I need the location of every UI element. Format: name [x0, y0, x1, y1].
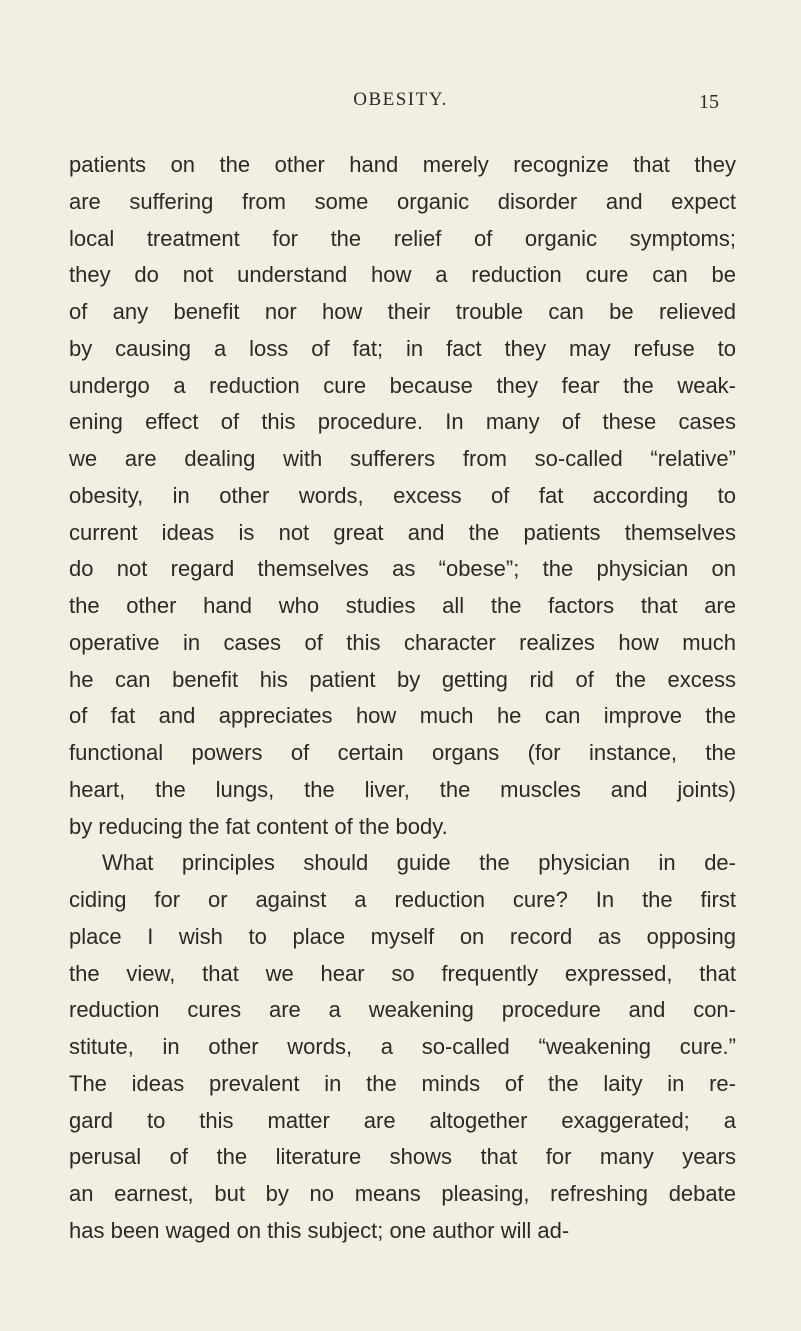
text-line: ciding for or against a reduction cure? In the first [69, 887, 736, 912]
text-line: undergo a reduction cure because they fear the weak- [69, 372, 736, 398]
text-line: an earnest, but by no means pleasing, refreshing debate [69, 1181, 736, 1206]
text-line: operative in cases of this character realizes how much [69, 629, 736, 655]
text-line: patients on the other hand merely recognize that they [69, 152, 736, 177]
text-line: current ideas is not great and the patients themselves [69, 519, 736, 545]
text-line: heart, the lungs, the liver, the muscles and joints) [69, 776, 736, 802]
text-line: stitute, in other words, a so-called “weakening cure.” [69, 1034, 736, 1059]
paragraph [69, 147, 736, 845]
paragraph [69, 845, 736, 1249]
body-text [69, 147, 736, 1250]
text-line: of any benefit nor how their trouble can be relieved [69, 299, 736, 324]
text-line: gard to this matter are altogether exaggerated; a [69, 1107, 736, 1133]
text-line: do not regard themselves as “obese”; the physician on [69, 556, 736, 582]
text-line: functional powers of certain organs (for instance, the [69, 740, 736, 765]
running-head: OBESITY. [353, 89, 448, 110]
page-header [0, 88, 801, 116]
text-line: they do not understand how a reduction cure can be [69, 262, 736, 288]
text-line: by causing a loss of fat; in fact they may refuse to [69, 335, 736, 361]
text-line: reduction cures are a weakening procedure and con- [69, 997, 736, 1023]
page-number: 15 [699, 91, 719, 113]
text-line: local treatment for the relief of organic symptoms; [69, 225, 736, 251]
text-line: What principles should guide the physician in de- [102, 850, 736, 876]
text-line: perusal of the literature shows that for many years [69, 1144, 736, 1170]
text-line: The ideas prevalent in the minds of the laity in re- [69, 1070, 736, 1096]
text-line: by reducing the fat content of the body. [69, 813, 448, 839]
text-line: place I wish to place myself on record as opposing [69, 923, 736, 949]
text-line: obesity, in other words, excess of fat according to [69, 482, 736, 508]
text-line: of fat and appreciates how much he can improve the [69, 703, 736, 729]
text-line: he can benefit his patient by getting rid of the excess [69, 666, 736, 692]
text-line: the view, that we hear so frequently expressed, that [69, 960, 736, 986]
text-line: we are dealing with sufferers from so-called “relative” [69, 446, 736, 471]
text-line: the other hand who studies all the factors that are [69, 593, 736, 618]
text-line: are suffering from some organic disorder and expect [69, 188, 736, 214]
text-line: has been waged on this subject; one author will ad- [69, 1217, 570, 1243]
text-line: ening effect of this procedure. In many of these cases [69, 409, 736, 435]
